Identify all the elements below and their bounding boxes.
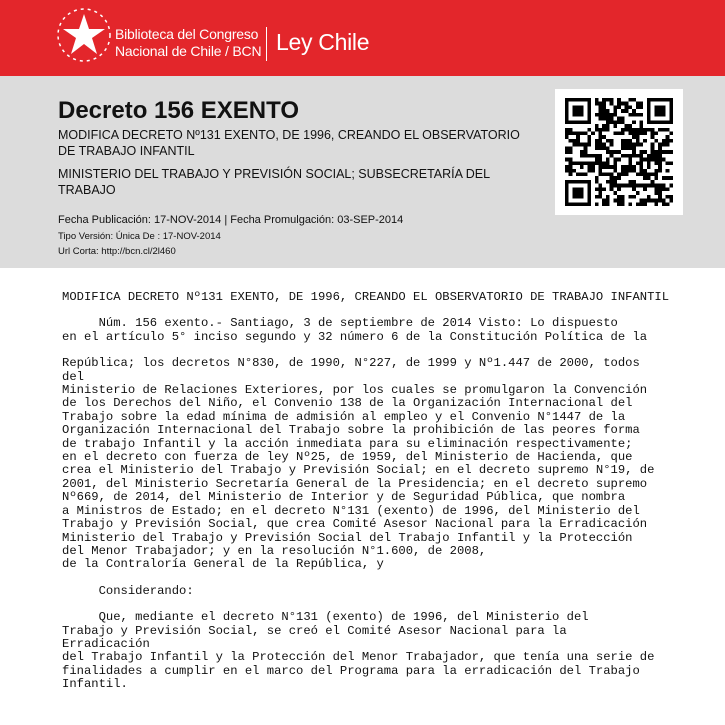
body-line: en el artículo 5° inciso segundo y 32 número 6 de la Constitución Política de la bbox=[62, 329, 648, 344]
body-line: Trabajo y Previsión Social, que crea Comité Asesor Nacional para la Erradicación bbox=[62, 517, 648, 532]
body-line: Infantil. bbox=[62, 677, 128, 692]
body-line: crea el Ministerio del Trabajo y Previsión Social; en el decreto supremo N°19, de bbox=[62, 463, 655, 478]
body-line: Núm. 156 exento.- Santiago, 3 de septiembre de 2014 Visto: Lo dispuesto bbox=[62, 316, 618, 331]
bcn-logo-text[interactable] bbox=[115, 26, 261, 60]
top-banner bbox=[0, 0, 725, 76]
body-line: a Ministros de Estado; en el decreto N°131 (exento) de 1996, del Ministerio del bbox=[62, 503, 640, 518]
body-line: MODIFICA DECRETO Nº131 EXENTO, DE 1996, CREANDO EL OBSERVATORIO DE TRABAJO INFANTIL bbox=[62, 290, 670, 304]
document-body bbox=[62, 291, 722, 692]
body-line: Considerando: bbox=[62, 583, 194, 598]
body-line: de los Derechos del Niño, el Convenio 138 de la Organización Internacional del bbox=[62, 396, 633, 411]
body-line: Ministerio del Trabajo y Previsión Social del Trabajo Infantil y la Protección bbox=[62, 530, 633, 545]
body-line: en el decreto con fuerza de ley Nº25, de 1959, del Ministerio de Hacienda, que bbox=[62, 450, 633, 465]
body-line: Erradicación bbox=[62, 636, 150, 651]
document-subtitle bbox=[58, 127, 558, 159]
ministry-line-1: MINISTERIO DEL TRABAJO Y PREVISIÓN SOCIAL; SUBSECRETARÍA DEL bbox=[58, 167, 491, 181]
subtitle-line-2: DE TRABAJO INFANTIL bbox=[58, 144, 195, 158]
body-line: Ministerio de Relaciones Exteriores, por los cuales se promulgaron la Convención bbox=[62, 383, 648, 398]
page-title: Decreto 156 EXENTO bbox=[58, 97, 299, 124]
short-url[interactable]: Url Corta: http://bcn.cl/2l460 bbox=[58, 246, 176, 257]
logo-divider bbox=[266, 27, 267, 61]
body-line: del Trabajo Infantil y la Protección del Menor Trabajador, que tenía una serie de bbox=[62, 650, 655, 665]
body-line bbox=[62, 572, 722, 585]
body-line: Trabajo sobre la edad mínima de admisión al empleo y el Convenio N°1447 de la bbox=[62, 409, 626, 424]
publication-dates: Fecha Publicación: 17-NOV-2014 | Fecha Promulgación: 03-SEP-2014 bbox=[58, 214, 404, 226]
qr-code bbox=[555, 89, 683, 215]
brand-line-1: Biblioteca del Congreso bbox=[115, 26, 259, 42]
brand-line-2: Nacional de Chile / BCN bbox=[115, 43, 262, 59]
body-line: República; los decretos N°830, de 1990, N°227, de 1999 y Nº1.447 de 2000, todos bbox=[62, 356, 640, 371]
body-line: finalidades a cumplir en el marco del Programa para la erradicación del Trabajo bbox=[62, 663, 640, 678]
ministry-name bbox=[58, 166, 558, 198]
subtitle-line-1: MODIFICA DECRETO Nº131 EXENTO, DE 1996, CREANDO EL OBSERVATORIO bbox=[58, 128, 520, 142]
star-icon bbox=[57, 8, 111, 62]
ministry-line-2: TRABAJO bbox=[58, 183, 116, 197]
body-line: de la Contraloría General de la República, y bbox=[62, 557, 384, 572]
body-line: del bbox=[62, 369, 84, 384]
body-line: del Menor Trabajador; y en la resolución N°1.600, de 2008, bbox=[62, 543, 487, 558]
body-line: 2001, del Ministerio Secretaría General de la Presidencia; en el decreto supremo bbox=[62, 476, 648, 491]
ley-chile-logo[interactable]: Ley Chile bbox=[276, 29, 370, 55]
body-line: Nº669, de 2014, del Ministerio de Interior y de Seguridad Pública, que nombra bbox=[62, 490, 626, 505]
qr-code-icon bbox=[564, 98, 674, 206]
body-line: de trabajo Infantil y la acción inmediata para su eliminación respectivamente; bbox=[62, 436, 633, 451]
version-type: Tipo Versión: Única De : 17-NOV-2014 bbox=[58, 231, 221, 242]
body-line: Trabajo y Previsión Social, se creó el Comité Asesor Nacional para la bbox=[62, 623, 567, 638]
body-line: Organización Internacional del Trabajo sobre la prohibición de las peores forma bbox=[62, 423, 640, 438]
body-line: Que, mediante el decreto N°131 (exento) de 1996, del Ministerio del bbox=[62, 610, 589, 625]
